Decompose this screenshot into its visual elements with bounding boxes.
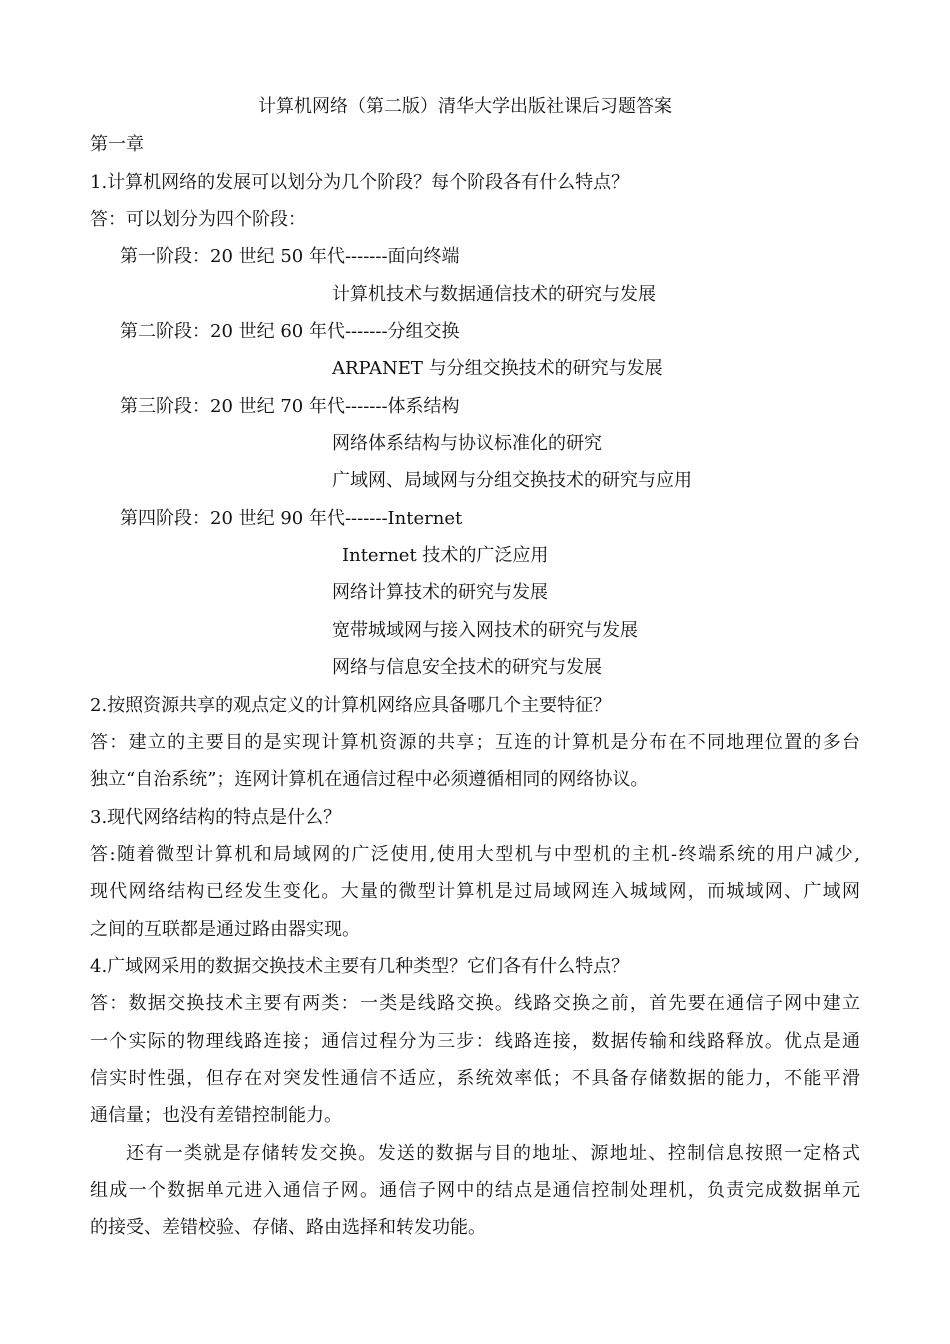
answer-1-intro: 答：可以划分为四个阶段：: [90, 209, 306, 230]
stage-2-item: ARPANET 与分组交换技术的研究与发展: [332, 358, 663, 379]
question-3: 3.现代网络结构的特点是什么？: [90, 807, 342, 828]
answer-4b-line: 组成一个数据单元进入通信子网。通信子网中的结点是通信控制处理机，负责完成数据单元: [90, 1180, 860, 1201]
stage-4-item: 网络计算技术的研究与发展: [332, 582, 548, 603]
stage-3-item: 网络体系结构与协议标准化的研究: [332, 433, 602, 454]
answer-2-line: 独立“自治系统”；连网计算机在通信过程中必须遵循相同的网络协议。: [90, 769, 649, 790]
stage-1-label: 第一阶段：20 世纪 50 年代-------面向终端: [120, 246, 460, 267]
answer-2-line: 答：建立的主要目的是实现计算机资源的共享；互连的计算机是分布在不同地理位置的多台: [90, 732, 860, 753]
question-2: 2.按照资源共享的观点定义的计算机网络应具备哪几个主要特征？: [90, 695, 612, 716]
answer-4b-line: 还有一类就是存储转发交换。发送的数据与目的地址、源地址、控制信息按照一定格式: [126, 1143, 860, 1164]
question-1: 1.计算机网络的发展可以划分为几个阶段？每个阶段各有什么特点？: [90, 172, 630, 193]
stage-1-item: 计算机技术与数据通信技术的研究与发展: [332, 284, 656, 305]
answer-4b-line: 的接受、差错校验、存储、路由选择和转发功能。: [90, 1217, 486, 1238]
stage-3-item: 广域网、局域网与分组交换技术的研究与应用: [332, 470, 692, 491]
stage-4-label: 第四阶段：20 世纪 90 年代-------Internet: [120, 508, 463, 529]
answer-4-line: 通信量；也没有差错控制能力。: [90, 1105, 342, 1126]
stage-3-label: 第三阶段：20 世纪 70 年代-------体系结构: [120, 396, 460, 417]
stage-4-item: 网络与信息安全技术的研究与发展: [332, 657, 602, 678]
stage-2-label: 第二阶段：20 世纪 60 年代-------分组交换: [120, 321, 460, 342]
answer-3-line: 现代网络结构已经发生变化。大量的微型计算机是过局域网连入城域网，而城域网、广域网: [90, 881, 860, 902]
document-title: 计算机网络（第二版）清华大学出版社课后习题答案: [258, 96, 672, 117]
answer-3-line: 之间的互联都是通过路由器实现。: [90, 919, 360, 940]
stage-4-item: 宽带城域网与接入网技术的研究与发展: [332, 620, 638, 641]
chapter-heading: 第一章: [90, 134, 144, 155]
answer-3-line: 答:随着微型计算机和局域网的广泛使用,使用大型机与中型机的主机-终端系统的用户减少,: [90, 844, 860, 865]
question-4: 4.广域网采用的数据交换技术主要有几种类型？它们各有什么特点？: [90, 956, 630, 977]
answer-4-line: 信实时性强，但存在对突发性通信不适应，系统效率低；不具备存储数据的能力，不能平滑: [90, 1068, 860, 1089]
answer-4-line: 答：数据交换技术主要有两类：一类是线路交换。线路交换之前，首先要在通信子网中建立: [90, 993, 860, 1014]
stage-4-item: Internet 技术的广泛应用: [342, 545, 549, 566]
answer-4-line: 一个实际的物理线路连接；通信过程分为三步：线路连接，数据传输和线路释放。优点是通: [90, 1031, 860, 1052]
